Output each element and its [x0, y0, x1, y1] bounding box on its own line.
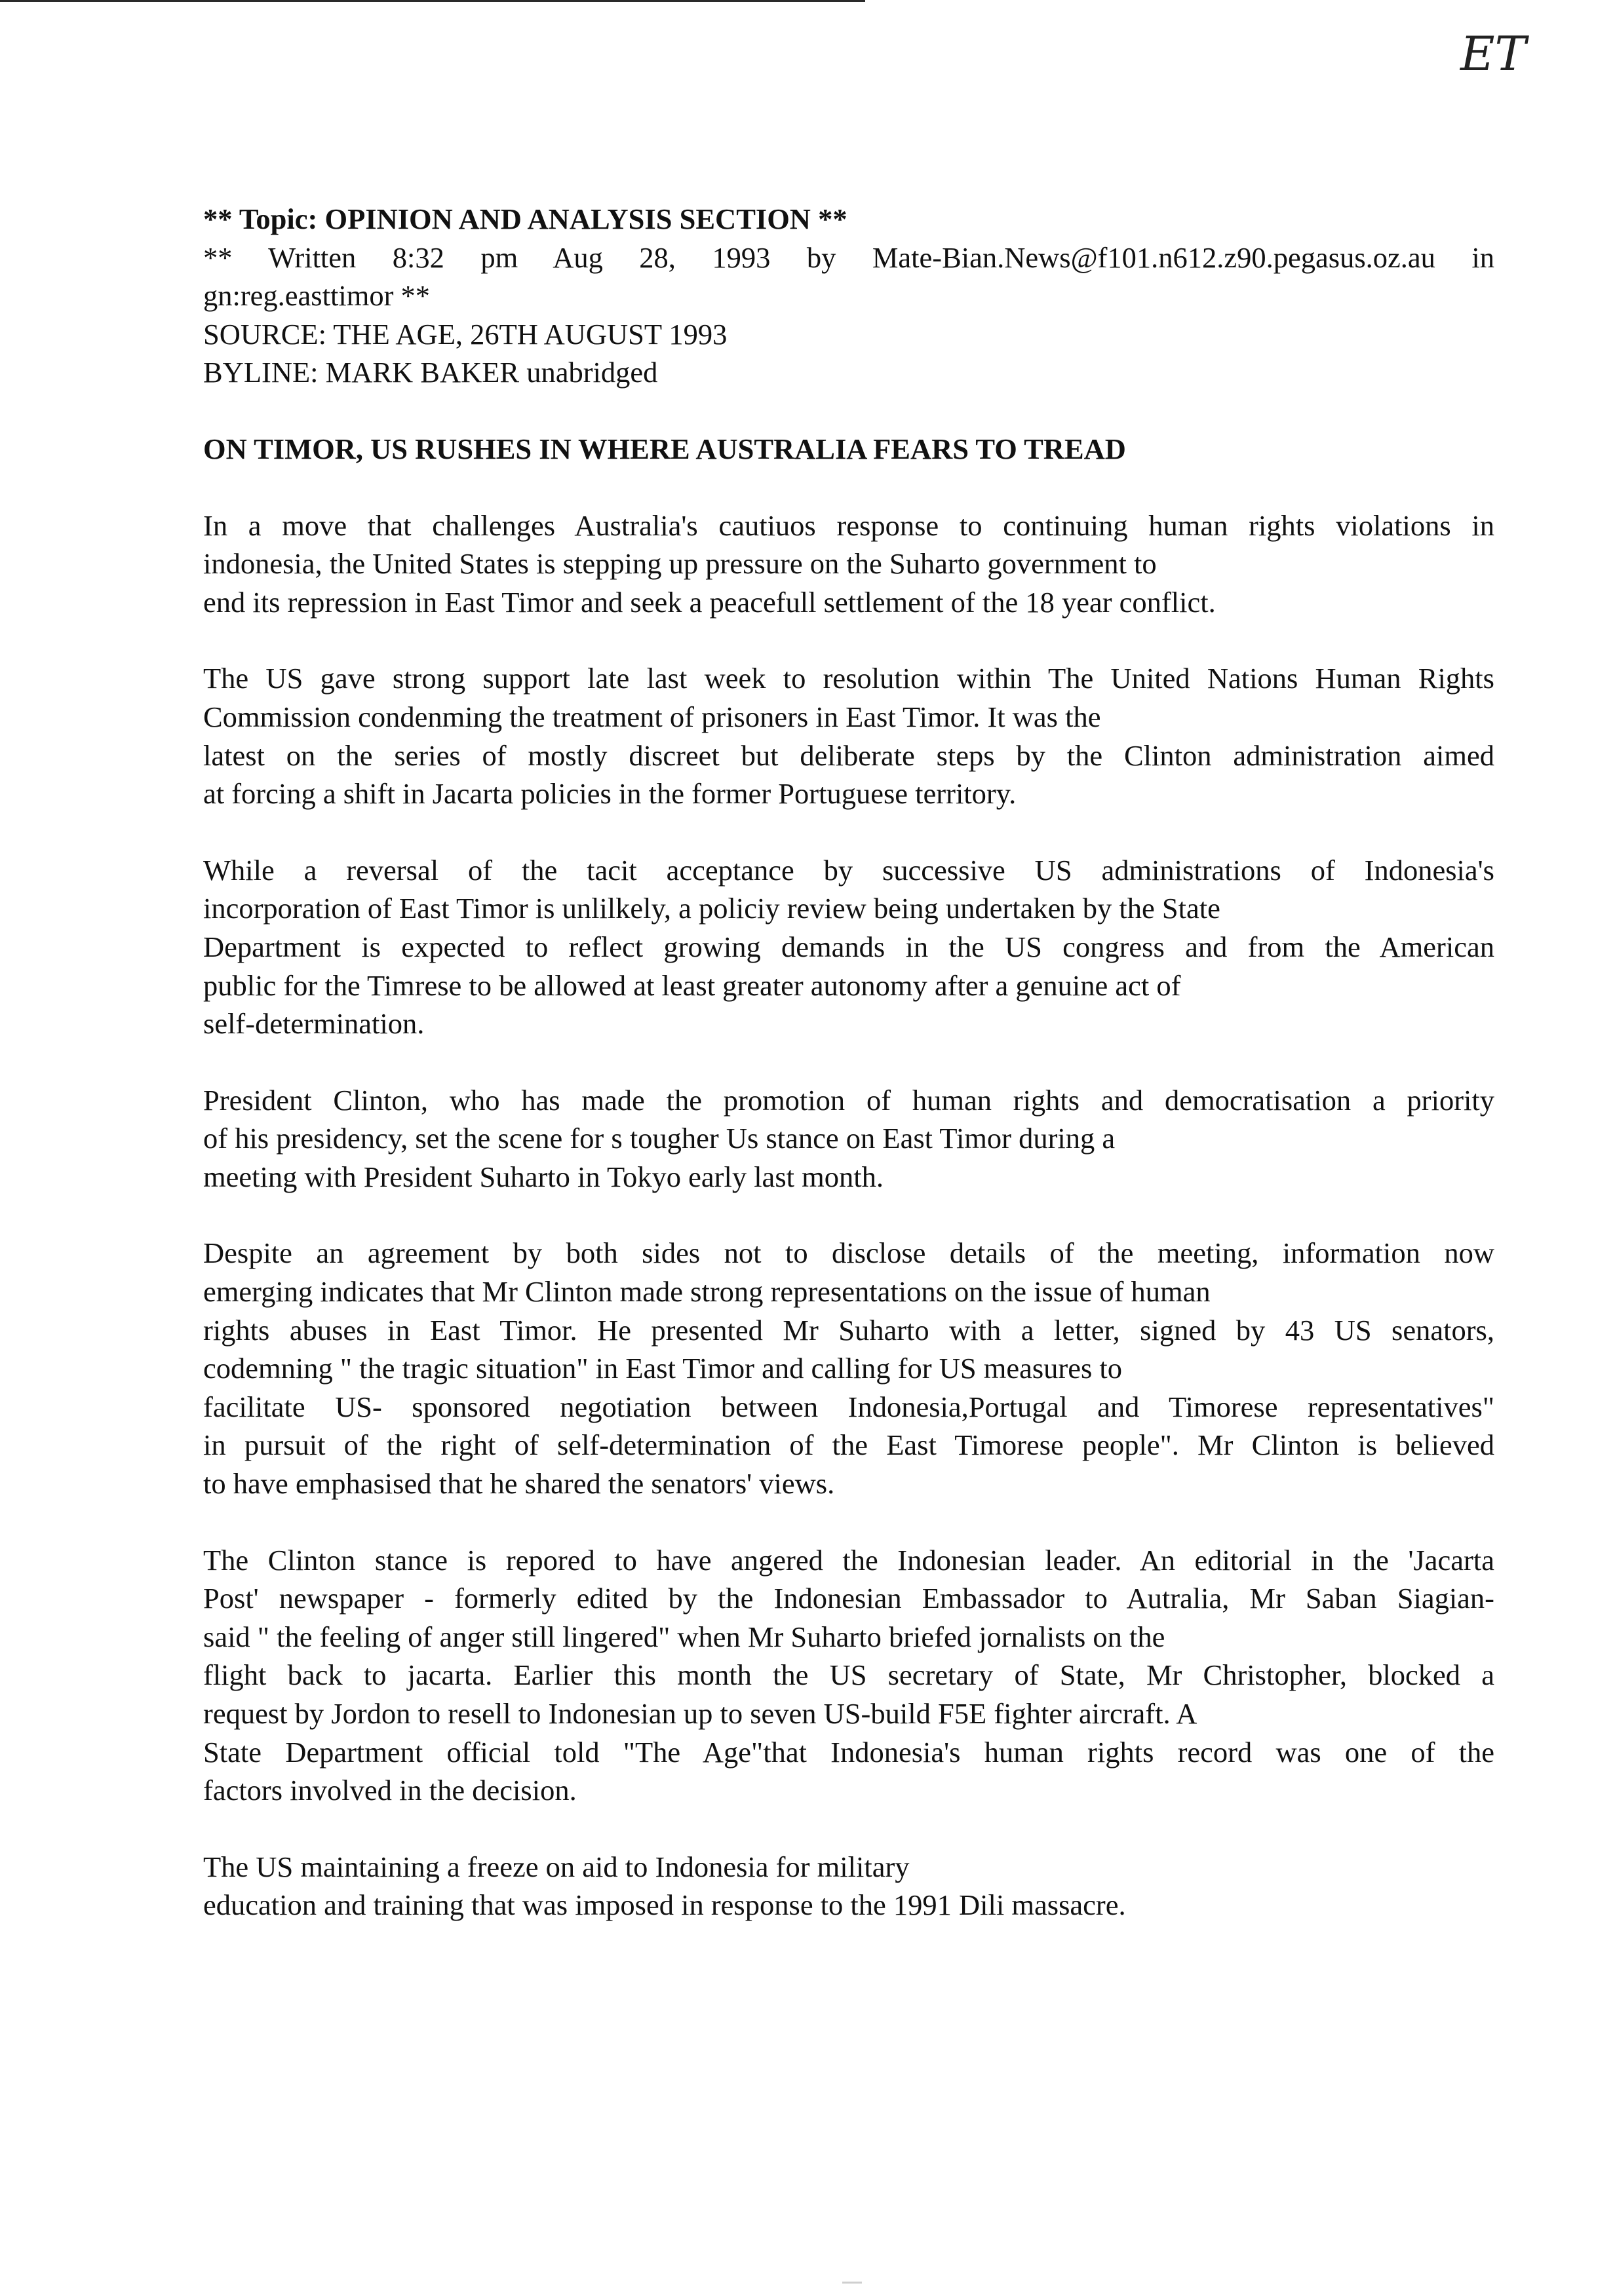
handwritten-annotation: ET — [1460, 26, 1527, 81]
paragraph-line: rights abuses in East Timor. He presented Mr Suharto with a letter, signed by 43 US senators, — [203, 1313, 1494, 1347]
source-line: SOURCE: THE AGE, 26TH AUGUST 1993 — [203, 317, 728, 351]
scan-edge-line — [0, 0, 865, 2]
paragraph-line: emerging indicates that Mr Clinton made strong representations on the issue of human — [203, 1275, 1211, 1309]
article-headline: ON TIMOR, US RUSHES IN WHERE AUSTRALIA FEARS TO TREAD — [203, 432, 1126, 465]
topic-line: ** Topic: OPINION AND ANALYSIS SECTION ** — [203, 202, 847, 235]
paragraph-5 — [203, 1234, 1494, 1502]
paragraph-line: in pursuit of the right of self-determination of the East Timorese people". Mr Clinton is believed — [203, 1428, 1494, 1462]
paragraph-line: The US gave strong support late last week to resolution within The United Nations Human Rights — [203, 662, 1494, 695]
paragraph-line: President Clinton, who has made the promotion of human rights and democratisation a priority — [203, 1083, 1494, 1117]
paragraph-7 — [203, 1848, 1494, 1924]
paragraph-line: State Department official told "The Age"that Indonesia's human rights record was one of the — [203, 1735, 1494, 1769]
paragraph-line: said " the feeling of anger still lingered" when Mr Suharto briefed jornalists on the — [203, 1620, 1165, 1653]
paragraph-1 — [203, 507, 1494, 622]
paragraph-line: Post' newspaper - formerly edited by the Indonesian Embassador to Autralia, Mr Saban Siagian- — [203, 1582, 1494, 1615]
paragraph-line: flight back to jacarta. Earlier this month the US secretary of State, Mr Christopher, blocked a — [203, 1658, 1494, 1692]
paragraph-line: end its repression in East Timor and seek a peacefull settlement of the 18 year conflict. — [203, 585, 1216, 619]
paragraph-line: The Clinton stance is repored to have angered the Indonesian leader. An editorial in the 'Jacarta — [203, 1543, 1494, 1577]
paragraph-line: to have emphasised that he shared the senators' views. — [203, 1467, 835, 1501]
paragraph-line: Department is expected to reflect growing demands in the US congress and from the American — [203, 930, 1494, 963]
paragraph-line: codemning " the tragic situation" in East Timor and calling for US measures to — [203, 1352, 1123, 1385]
written-line-1: ** Written 8:32 pm Aug 28, 1993 by Mate-Bian.News@f101.n612.z90.pegasus.oz.au in — [203, 240, 1494, 274]
paragraph-line: latest on the series of mostly discreet but deliberate steps by the Clinton administration aimed — [203, 738, 1494, 772]
paragraph-line: facilitate US- sponsored negotiation between Indonesia,Portugal and Timorese representatives" — [203, 1390, 1494, 1423]
paragraph-line: meeting with President Suharto in Tokyo early last month. — [203, 1160, 884, 1193]
paragraph-line: factors involved in the decision. — [203, 1774, 577, 1807]
paragraph-line: request by Jordon to resell to Indonesian up to seven US-build F5E fighter aircraft. A — [203, 1697, 1197, 1730]
paragraph-line: incorporation of East Timor is unlilkely, a policiy review being undertaken by the State — [203, 892, 1220, 925]
byline: BYLINE: MARK BAKER unabridged — [203, 356, 658, 389]
paragraph-2 — [203, 659, 1494, 813]
document-body — [203, 200, 1494, 1924]
paragraph-line: In a move that challenges Australia's cautiuos response to continuing human rights violations in — [203, 508, 1494, 542]
paragraph-line: of his presidency, set the scene for s tougher Us stance on East Timor during a — [203, 1122, 1116, 1155]
paragraph-line: self-determination. — [203, 1007, 425, 1041]
paragraph-line: The US maintaining a freeze on aid to Indonesia for military — [203, 1850, 910, 1883]
paragraph-6 — [203, 1541, 1494, 1810]
paragraph-line: Commission condenming the treatment of prisoners in East Timor. It was the — [203, 700, 1101, 733]
written-line-2: gn:reg.easttimor ** — [203, 279, 431, 313]
paragraph-line: public for the Timrese to be allowed at least greater autonomy after a genuine act of — [203, 968, 1181, 1002]
paragraph-line: at forcing a shift in Jacarta policies in the former Portuguese territory. — [203, 777, 1017, 811]
paragraph-4 — [203, 1081, 1494, 1196]
paragraph-line: Despite an agreement by both sides not to disclose details of the meeting, information now — [203, 1236, 1494, 1270]
paragraph-line: indonesia, the United States is stepping up pressure on the Suharto government to — [203, 547, 1157, 581]
scan-artifact — [842, 2282, 862, 2284]
paragraph-3 — [203, 851, 1494, 1043]
paragraph-line: education and training that was imposed in response to the 1991 Dili massacre. — [203, 1888, 1126, 1922]
paragraph-line: While a reversal of the tacit acceptance by successive US administrations of Indonesia's — [203, 853, 1494, 887]
